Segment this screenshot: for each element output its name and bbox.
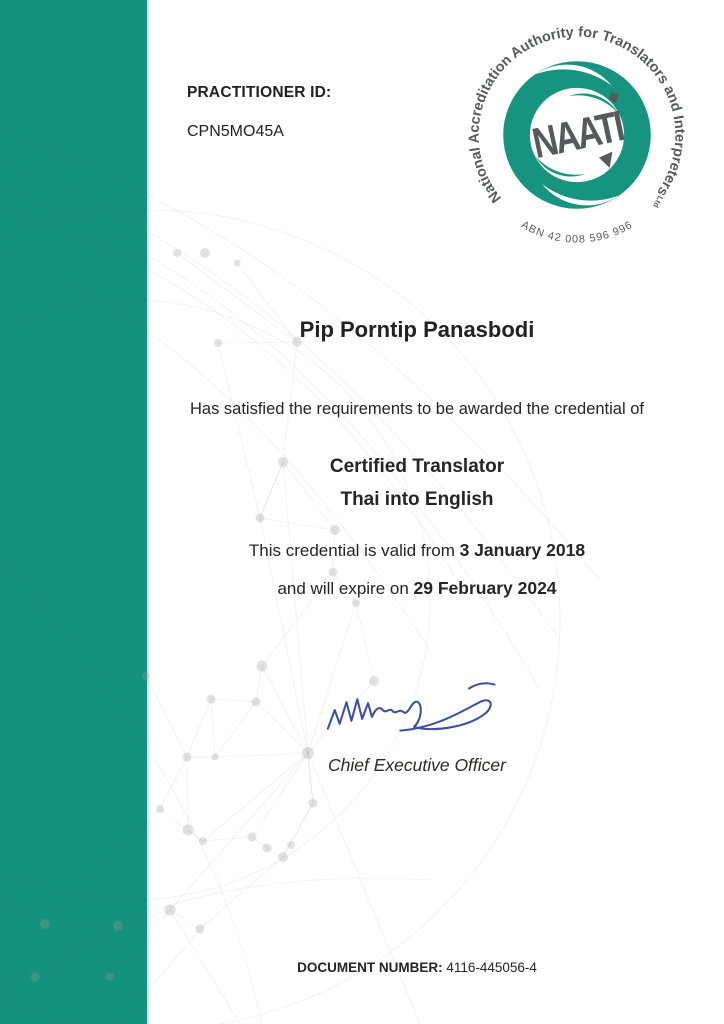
certificate-content — [146, 0, 724, 1024]
credential-title: Certified Translator — [329, 456, 505, 477]
practitioner-id-value: CPN5MO45A — [187, 123, 284, 140]
logo-ring-suffix: Ltd — [651, 194, 665, 210]
teal-sidebar-strip — [0, 0, 149, 1024]
signatory-title: Chief Executive Officer — [328, 755, 506, 775]
practitioner-id-label: PRACTITIONER ID: — [187, 84, 332, 101]
logo-wordmark-text: NAATI — [528, 97, 649, 169]
expiry-line — [146, 578, 688, 599]
expiry-date: 29 February 2024 — [413, 578, 557, 598]
practitioner-id-block — [187, 84, 331, 141]
document-number — [146, 960, 688, 975]
recipient-name: Pip Porntip Panasbodi — [299, 317, 535, 342]
expiry-prefix: and will expire on — [277, 579, 414, 598]
validity-from-line — [146, 540, 688, 561]
logo-abn-text: ABN 42 008 596 996 — [519, 218, 635, 246]
credential-statement: Has satisfied the requirements to be awarded the credential of — [189, 400, 644, 418]
ceo-signature — [322, 672, 518, 752]
document-number-value: 4116-445056-4 — [446, 960, 537, 975]
language-direction: Thai into English — [340, 489, 494, 510]
naati-logo — [452, 10, 702, 260]
logo-ring-text: National Accreditation Authority for Translators and Interpreters — [466, 24, 688, 206]
validity-from-prefix: This credential is valid from — [248, 541, 460, 560]
validity-from-date: 3 January 2018 — [459, 540, 586, 560]
document-number-label: DOCUMENT NUMBER: — [297, 960, 443, 975]
